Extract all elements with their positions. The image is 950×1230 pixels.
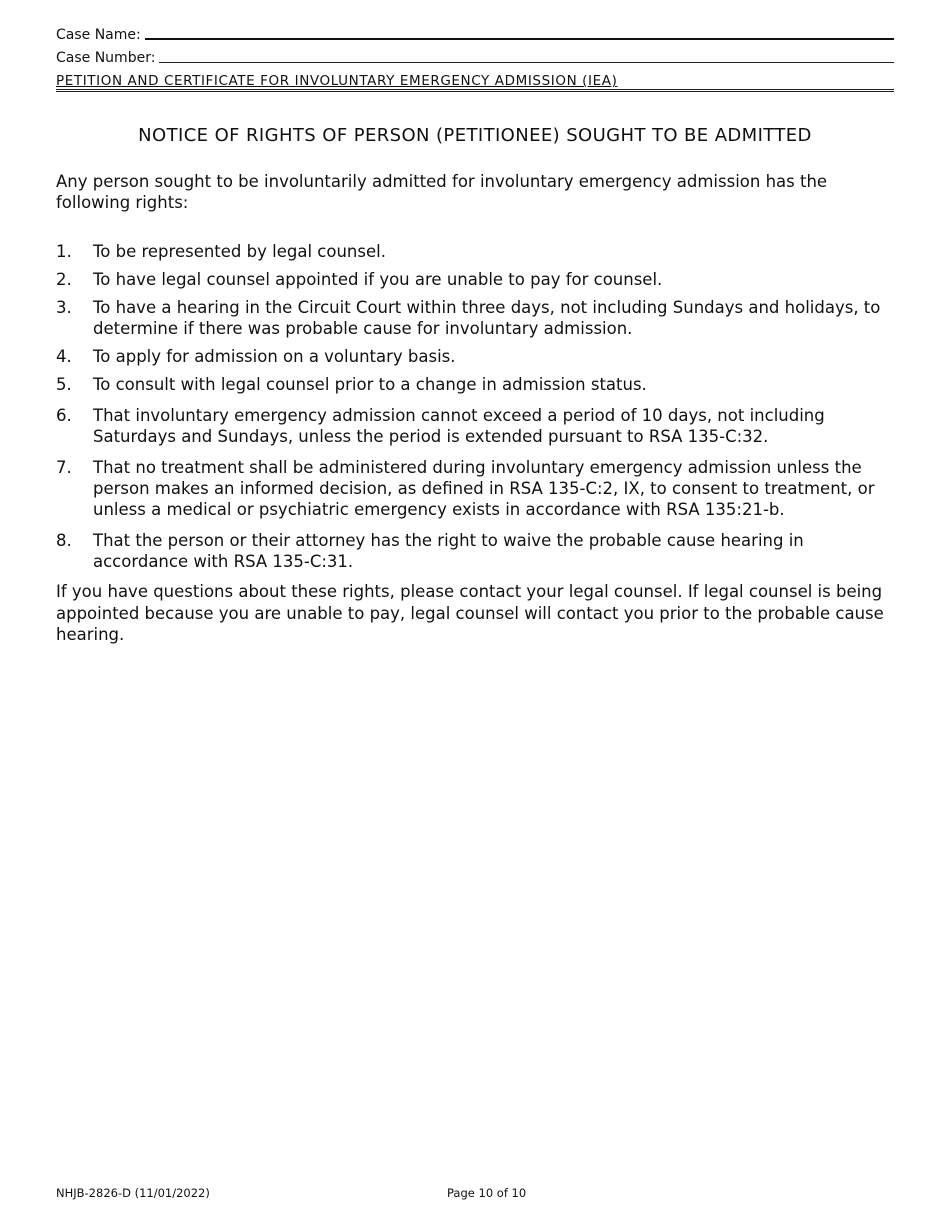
rights-list-item bbox=[56, 374, 894, 395]
rights-list-item bbox=[56, 457, 894, 520]
case-number-row bbox=[56, 50, 894, 66]
right-number: 6. bbox=[56, 406, 72, 425]
rights-list-item bbox=[56, 530, 894, 572]
right-number: 4. bbox=[56, 347, 72, 366]
rights-list-item bbox=[56, 346, 894, 367]
right-text: To be represented by legal counsel. bbox=[93, 242, 386, 261]
closing-paragraph: If you have questions about these rights, please contact your legal counsel. If legal counsel is being appointed because you are unable to pay, legal counsel will contact you prior to the probable cause hearing. bbox=[56, 582, 884, 644]
form-title-divider bbox=[56, 89, 894, 92]
right-text: To have a hearing in the Circuit Court within three days, not including Sundays and holidays, to determine if there was probable cause for involuntary admission. bbox=[93, 298, 881, 338]
right-number: 8. bbox=[56, 531, 72, 550]
rights-list-item bbox=[56, 297, 894, 339]
right-text: That no treatment shall be administered during involuntary emergency admission unless the person makes an informed decision, as defined in RSA 135-C:2, IX, to consent to treatment, or unless a medical or psychiatric emergency exists in accordance with RSA 135:21-b. bbox=[93, 458, 875, 519]
footer-page-number: Page 10 of 10 bbox=[447, 1186, 527, 1200]
right-number: 7. bbox=[56, 458, 72, 477]
notice-heading: NOTICE OF RIGHTS OF PERSON (PETITIONEE) SOUGHT TO BE ADMITTED bbox=[138, 125, 812, 146]
form-title-text: PETITION AND CERTIFICATE FOR INVOLUNTARY EMERGENCY ADMISSION (IEA) bbox=[56, 73, 618, 89]
rights-list-item bbox=[56, 405, 894, 447]
case-number-field[interactable] bbox=[159, 61, 894, 63]
right-number: 2. bbox=[56, 270, 72, 289]
right-text: That the person or their attorney has the right to waive the probable cause hearing in accordance with RSA 135-C:31. bbox=[93, 531, 804, 571]
right-number: 1. bbox=[56, 242, 72, 261]
right-text: To apply for admission on a voluntary basis. bbox=[93, 347, 456, 366]
intro-paragraph: Any person sought to be involuntarily admitted for involuntary emergency admission has the following rights: bbox=[56, 172, 828, 212]
case-name-row bbox=[56, 27, 894, 43]
case-name-field[interactable] bbox=[145, 37, 894, 40]
rights-list-item bbox=[56, 241, 894, 262]
footer-form-id: NHJB-2826-D (11/01/2022) bbox=[56, 1186, 210, 1200]
case-name-label: Case Name: bbox=[56, 27, 141, 43]
form-title bbox=[56, 73, 894, 89]
rights-list-item bbox=[56, 269, 894, 290]
right-text: To have legal counsel appointed if you are unable to pay for counsel. bbox=[93, 270, 663, 289]
right-number: 3. bbox=[56, 298, 72, 317]
right-text: That involuntary emergency admission cannot exceed a period of 10 days, not including Saturdays and Sundays, unless the period is extended pursuant to RSA 135-C:32. bbox=[93, 406, 825, 446]
right-number: 5. bbox=[56, 375, 72, 394]
case-number-label: Case Number: bbox=[56, 50, 156, 66]
right-text: To consult with legal counsel prior to a change in admission status. bbox=[93, 375, 647, 394]
rights-list bbox=[56, 241, 894, 579]
